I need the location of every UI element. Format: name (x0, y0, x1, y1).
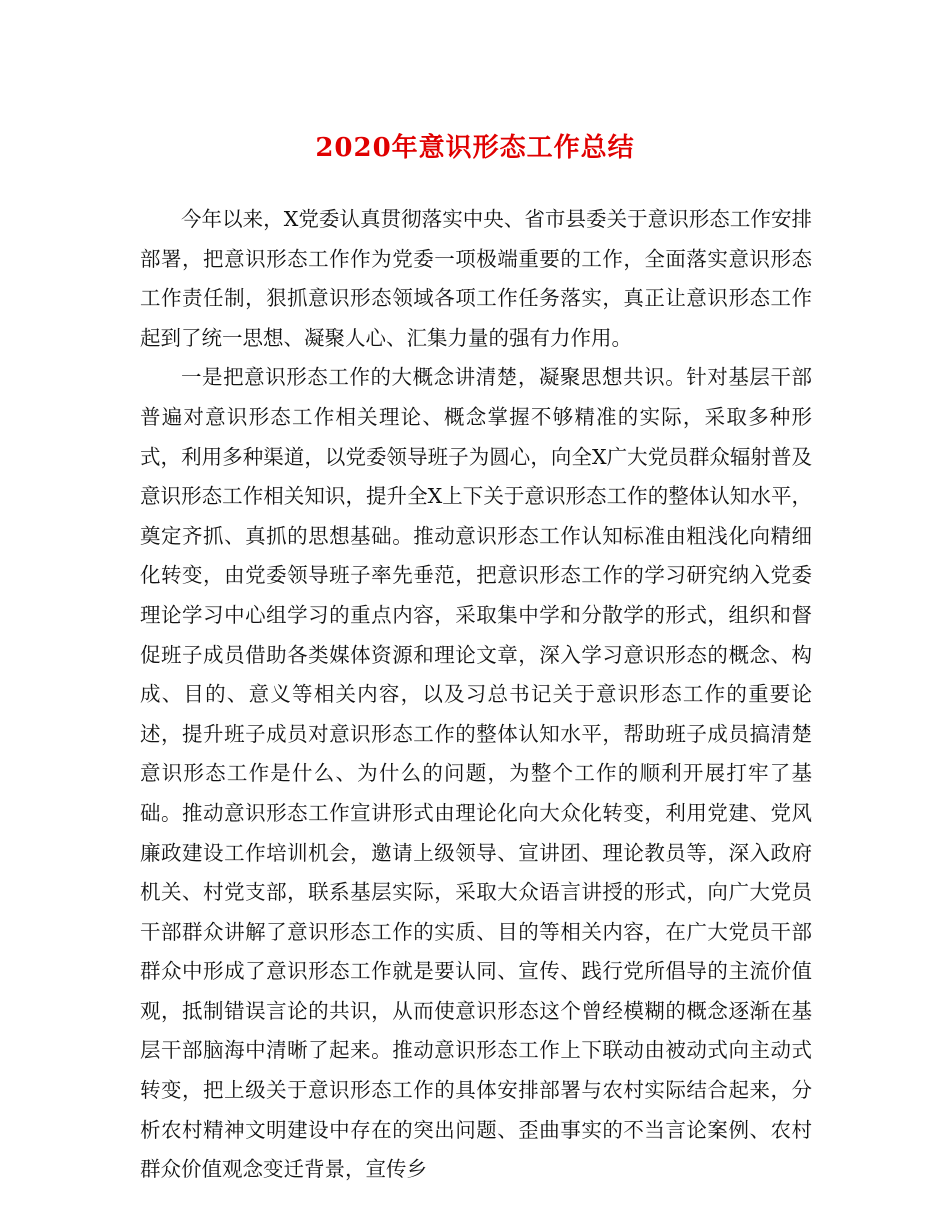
paragraph-point-one: 一是把意识形态工作的大概念讲清楚，凝聚思想共识。针对基层干部普遍对意识形态工作相关理论、概念掌握不够精准的实际，采取多种形式，利用多种渠道，以党委领导班子为圆心，向全X广大党员群众辐射普及意识形态工作相关知识，提升全X上下关于意识形态工作的整体认知水平，奠定齐抓、真抓的思想基础。推动意识形态工作认知标准由粗浅化向精细化转变，由党委领导班子率先垂范，把意识形态工作的学习研究纳入党委理论学习中心组学习的重点内容，采取集中学和分散学的形式，组织和督促班子成员借助各类媒体资源和理论文章，深入学习意识形态的概念、构成、目的、意义等相关内容，以及习总书记关于意识形态工作的重要论述，提升班子成员对意识形态工作的整体认知水平，帮助班子成员搞清楚意识形态工作是什么、为什么的问题，为整个工作的顺利开展打牢了基础。推动意识形态工作宣讲形式由理论化向大众化转变，利用党建、党风廉政建设工作培训机会，邀请上级领导、宣讲团、理论教员等，深入政府机关、村党支部，联系基层实际，采取大众语言讲授的形式，向广大党员干部群众讲解了意识形态工作的实质、目的等相关内容，在广大党员干部群众中形成了意识形态工作就是要认同、宣传、践行党所倡导的主流价值观，抵制错误言论的共识，从而使意识形态这个曾经模糊的概念逐渐在基层干部脑海中清晰了起来。推动意识形态工作上下联动由被动式向主动式转变，把上级关于意识形态工作的具体安排部署与农村实际结合起来，分析农村精神文明建设中存在的突出问题、歪曲事实的不当言论案例、农村群众价值观念变迁背景，宣传乡 (140, 365, 812, 1182)
paragraph-intro: 今年以来，X党委认真贯彻落实中央、省市县委关于意识形态工作安排部署，把意识形态工作作为党委一项极端重要的工作，全面落实意识形态工作责任制，狠抓意识形态领域各项工作任务落实，真正让意识形态工作起到了统一思想、凝聚人心、汇集力量的强有力作用。 (140, 207, 812, 350)
document-title: 2020年意识形态工作总结 (315, 133, 635, 163)
document-body (140, 200, 812, 1190)
